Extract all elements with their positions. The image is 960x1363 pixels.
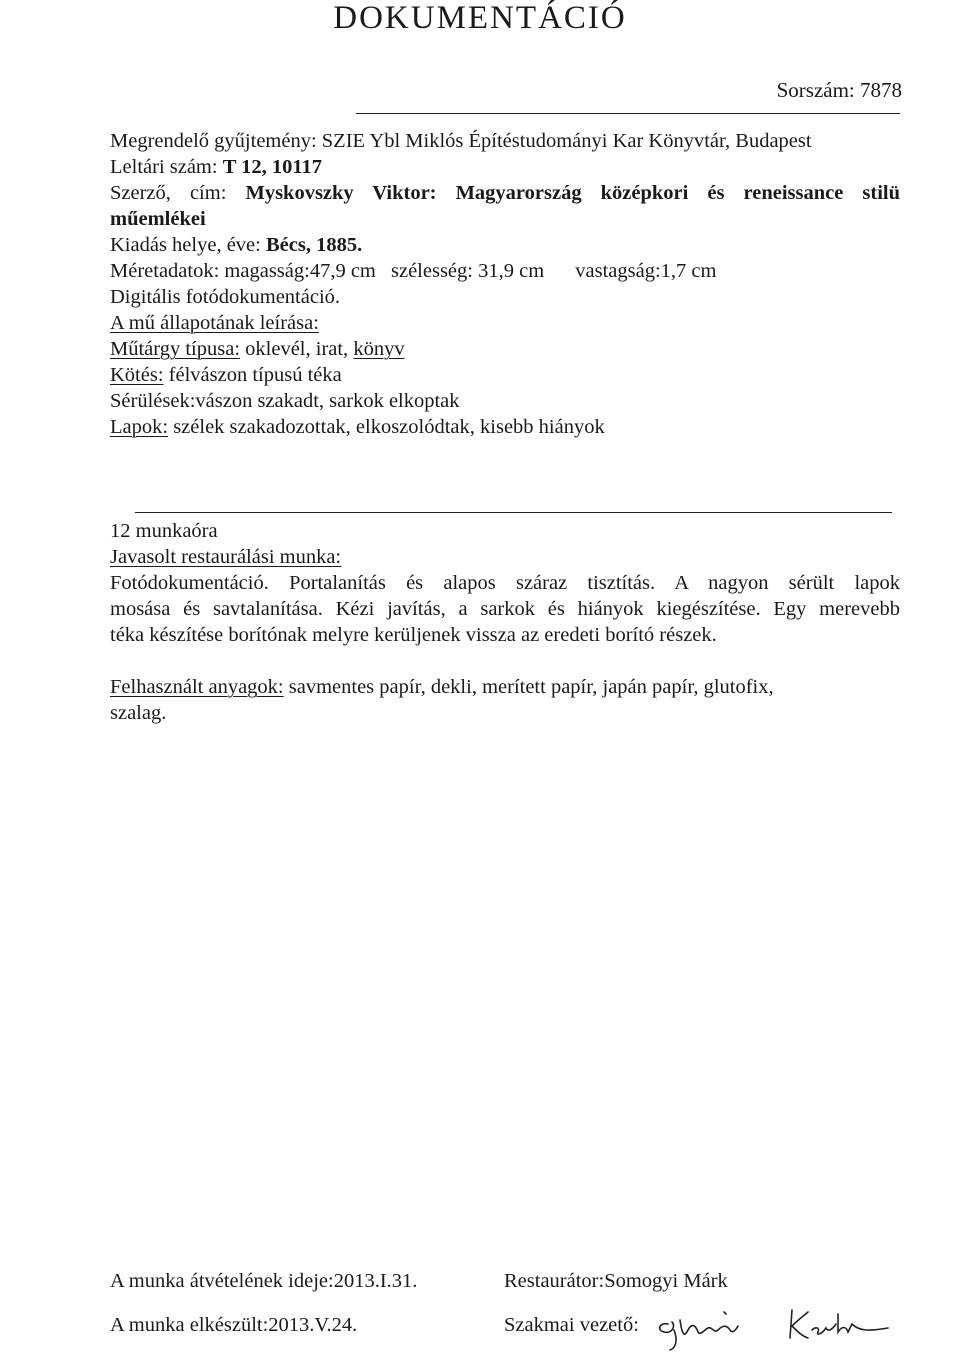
- orderer-label: Megrendelő gyűjtemény:: [110, 130, 317, 152]
- serial-number: Sorszám: 7878: [776, 78, 902, 102]
- materials-line-2: szalag.: [110, 702, 167, 724]
- dimensions-line: [110, 258, 716, 284]
- pages-line: [110, 414, 605, 440]
- inventory-line: [110, 154, 322, 180]
- work-line-2: mosása és savtalanítása. Kézi javítás, a sarkok és hiányok kiegészítése. Egy merevebb: [110, 598, 900, 620]
- pages-value: szélek szakadozottak, elkoszolódtak, kisebb hiányok: [168, 416, 605, 438]
- publication-label: Kiadás helye, éve:: [110, 234, 261, 256]
- author-value-continued: műemlékei: [110, 208, 206, 230]
- dimension-thickness: vastagság:1,7 cm: [575, 260, 717, 282]
- inventory-value: T 12, 10117: [222, 156, 322, 178]
- author-line: [110, 180, 900, 206]
- work-line-1: Fotódokumentáció. Portalanítás és alapos száraz tisztítás. A nagyon sérült lapok: [110, 572, 900, 594]
- work-heading: Javasolt restaurálási munka:: [110, 546, 342, 568]
- object-type-book: könyv: [353, 338, 405, 360]
- dimension-height: magasság:47,9 cm: [224, 260, 376, 282]
- section-divider: [135, 512, 892, 513]
- work-line-3: téka készítése borítónak melyre kerüljenek vissza az eredeti borító részek.: [110, 624, 717, 646]
- document-title: DOKUMENTÁCIÓ: [333, 0, 627, 36]
- binding-value: félvászon típusú téka: [163, 364, 342, 386]
- object-type-label: Műtárgy típusa:: [110, 338, 241, 360]
- author-value: Myskovszky Viktor: Magyarország középkori és reneissance stilü: [245, 182, 900, 204]
- orderer-value: SZIE Ybl Miklós Építéstudományi Kar Könyvtár, Budapest: [321, 130, 812, 152]
- work-hours: 12 munkaóra: [110, 520, 218, 542]
- orderer-line: [110, 128, 812, 154]
- header-divider: [356, 113, 900, 114]
- author-line-2: [110, 206, 206, 232]
- dimension-width: szélesség: 31,9 cm: [391, 260, 545, 282]
- digital-documentation: Digitális fotódokumentáció.: [110, 286, 341, 308]
- supervisor-label: Szakmai vezető:: [504, 1314, 639, 1336]
- materials-line: [110, 674, 774, 700]
- publication-value: Bécs, 1885.: [265, 234, 363, 256]
- damage-line: Sérülések:vászon szakadt, sarkok elkoptak: [110, 390, 460, 412]
- materials-label: Felhasznált anyagok:: [110, 676, 284, 698]
- object-type-line: [110, 336, 405, 362]
- inventory-label: Leltári szám:: [110, 156, 218, 178]
- binding-line: [110, 362, 342, 388]
- publication-line: [110, 232, 362, 258]
- object-type-value: oklevél, irat,: [240, 338, 354, 360]
- pages-label: Lapok:: [110, 416, 169, 438]
- restorer-name: Restaurátor:Somogyi Márk: [504, 1270, 728, 1292]
- dimensions-label: Méretadatok:: [110, 260, 220, 282]
- materials-value: savmentes papír, dekli, merített papír, japán papír, glutofix,: [283, 676, 774, 698]
- binding-label: Kötés:: [110, 364, 164, 386]
- author-label: Szerző, cím:: [110, 182, 227, 204]
- completed-date: A munka elkészült:2013.V.24.: [110, 1314, 358, 1336]
- supervisor-signature-icon: [652, 1300, 902, 1352]
- received-date: A munka átvételének ideje:2013.I.31.: [110, 1270, 418, 1292]
- condition-heading: A mű állapotának leírása:: [110, 312, 319, 334]
